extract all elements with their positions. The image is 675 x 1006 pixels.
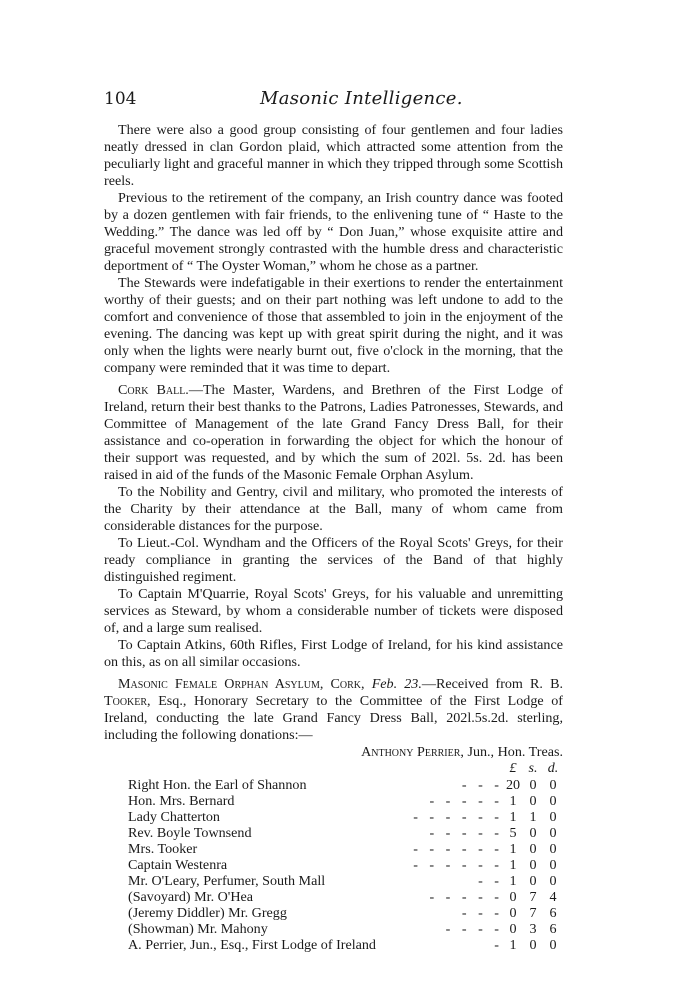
asylum-sender: R. B. Tooker, [104, 676, 563, 709]
leader-dashes: - - - - - [429, 889, 503, 905]
treasurer-signature [104, 744, 563, 761]
asylum-text-before: —Received from [421, 676, 523, 692]
pence-value: 0 [549, 857, 557, 873]
pence-value: 0 [549, 809, 557, 825]
shillings-value: 0 [529, 841, 537, 857]
pounds-header: £ [509, 761, 517, 776]
pounds-value: 0 [509, 889, 517, 905]
donation-amount [503, 889, 563, 905]
donation-row [128, 921, 563, 937]
shillings-value: 0 [529, 793, 537, 809]
shillings-value: 0 [529, 873, 537, 889]
donor-name: A. Perrier, Jun., Esq., First Lodge of Ireland [128, 937, 376, 953]
donation-row [128, 857, 563, 873]
donor-name: Mr. O'Leary, Perfumer, South Mall [128, 873, 326, 889]
donation-amount [503, 905, 563, 921]
shillings-value: 3 [529, 921, 537, 937]
donations-table [128, 777, 563, 953]
asylum-text-after: Esq., Honorary Secretary to the Committee of the First Lodge of Ireland, conducting the late Grand Fancy Dress Ball, 202l.5s.2d. sterling, including the following donations:— [104, 693, 563, 743]
pounds-value: 1 [509, 857, 517, 873]
donor-name: Lady Chatterton [128, 809, 220, 825]
donation-row [128, 793, 563, 809]
pounds-value: 1 [509, 937, 517, 953]
pence-value: 6 [549, 921, 557, 937]
paragraph: There were also a good group consisting of four gentlemen and four ladies neatly dressed in clan Gordon plaid, which attracted some attention from the peculiarly light and graceful manner in which they tripped through some Scottish reels. [104, 122, 563, 189]
shillings-value: 7 [529, 905, 537, 921]
donor-name: (Showman) Mr. Mahony [128, 921, 268, 937]
pence-value: 0 [549, 841, 557, 857]
pence-value: 0 [549, 873, 557, 889]
donation-rows [128, 777, 563, 953]
thanks-paragraph: To Lieut.-Col. Wyndham and the Officers of the Royal Scots' Greys, for their ready compliance in granting the services of the Band of that highly distinguished regiment. [104, 535, 563, 585]
running-title: Masonic Intelligence. [260, 88, 463, 109]
donation-amount [503, 793, 563, 809]
donation-row [128, 905, 563, 921]
donor-name: (Savoyard) Mr. O'Hea [128, 889, 254, 905]
donation-amount [503, 937, 563, 953]
leader-dashes: - - - - - - [413, 857, 503, 873]
page-number: 104 [104, 89, 137, 109]
shillings-value: 0 [529, 937, 537, 953]
pounds-value: 0 [509, 905, 517, 921]
paragraph: The Stewards were indefatigable in their exertions to render the entertainment worthy of their guests; and on their part nothing was left undone to add to the comfort and convenience of those that assembled to join in the enjoyment of the evening. The dancing was kept up with great spirit during the night, and it was only when the lights were nearly burnt out, five o'clock in the morning, that the company were reminded that it was time to depart. [104, 275, 563, 376]
donation-amount [503, 841, 563, 857]
pence-value: 0 [549, 937, 557, 953]
pence-value: 0 [549, 793, 557, 809]
donation-row [128, 825, 563, 841]
pounds-value: 1 [509, 841, 517, 857]
leader-dashes: - - - - - [429, 793, 503, 809]
body-text [104, 122, 563, 744]
pence-value: 4 [549, 889, 557, 905]
shillings-value: 0 [529, 857, 537, 873]
donation-amount [503, 857, 563, 873]
donation-row [128, 809, 563, 825]
shillings-header: s. [528, 761, 538, 776]
donor-name: Mrs. Tooker [128, 841, 198, 857]
donation-amount [503, 921, 563, 937]
leader-dashes: - - - - - [429, 825, 503, 841]
donor-name: Captain Westenra [128, 857, 228, 873]
treasurer-name: Anthony Perrier, [361, 744, 464, 760]
asylum-heading: Masonic Female Orphan Asylum, Cork, [118, 676, 365, 692]
donor-name: (Jeremy Diddler) Mr. Gregg [128, 905, 287, 921]
donation-amount [503, 777, 563, 793]
leader-dashes: - - - [461, 777, 503, 793]
thanks-paragraph: To the Nobility and Gentry, civil and military, who promoted the interests of the Charity by their attendance at the Ball, many of whom came from considerable distances for the purpose. [104, 484, 563, 534]
donation-row [128, 889, 563, 905]
donation-row [128, 777, 563, 793]
pence-value: 0 [549, 777, 557, 793]
pounds-value: 1 [509, 809, 517, 825]
donation-amount [503, 809, 563, 825]
leader-dashes: - - - - - - [413, 841, 503, 857]
pounds-value: 20 [505, 777, 521, 793]
cork-ball-paragraph [104, 382, 563, 484]
shillings-value: 0 [529, 825, 537, 841]
thanks-paragraph: To Captain M'Quarrie, Royal Scots' Greys, for his valuable and unremitting services as Steward, by whom a considerable number of tickets were disposed of, and a large sum realised. [104, 586, 563, 636]
shillings-value: 1 [529, 809, 537, 825]
paragraph: Previous to the retirement of the company, an Irish country dance was footed by a dozen gentlemen with fair friends, to the enlivening tune of “ Haste to the Wedding.” The dance was led off by “ Don Juan,” whose exquisite attire and graceful movement strongly contrasted with the humble dress and characteristic deportment of “ The Oyster Woman,” whom he chose as a partner. [104, 190, 563, 274]
donation-amount [503, 873, 563, 889]
donor-name: Right Hon. the Earl of Shannon [128, 777, 307, 793]
asylum-paragraph [104, 676, 563, 744]
treasurer-title: Jun., Hon. Treas. [467, 744, 563, 760]
donation-row [128, 937, 563, 953]
donation-amount [503, 825, 563, 841]
pounds-value: 1 [509, 793, 517, 809]
donor-name: Rev. Boyle Townsend [128, 825, 252, 841]
pence-header: d. [547, 761, 559, 776]
thanks-paragraph: To Captain Atkins, 60th Rifles, First Lodge of Ireland, for his kind assistance on this, as on all similar occasions. [104, 637, 563, 670]
donor-name: Hon. Mrs. Bernard [128, 793, 235, 809]
currency-header [104, 761, 563, 777]
pounds-value: 0 [509, 921, 517, 937]
pounds-value: 1 [509, 873, 517, 889]
asylum-date: Feb. 23. [371, 676, 422, 692]
pence-value: 6 [549, 905, 557, 921]
leader-dashes: - - - - [445, 921, 503, 937]
leader-dashes: - [494, 937, 503, 953]
pounds-value: 5 [509, 825, 517, 841]
donation-row [128, 873, 563, 889]
leader-dashes: - - [478, 873, 503, 889]
leader-dashes: - - - [461, 905, 503, 921]
pence-value: 0 [549, 825, 557, 841]
donation-row [128, 841, 563, 857]
shillings-value: 7 [529, 889, 537, 905]
cork-ball-heading: Cork Ball. [118, 382, 189, 398]
running-header [104, 88, 563, 122]
shillings-value: 0 [529, 777, 537, 793]
cork-ball-text: —The Master, Wardens, and Brethren of the First Lodge of Ireland, return their best thanks to the Patrons, Ladies Patronesses, Stewards, and Committee of Management of the late Grand Fancy Dress Ball, for their assistance and co-operation in forwarding the object for which the honour of their support was requested, and by which the sum of 202l. 5s. 2d. has been raised in aid of the funds of the Masonic Female Orphan Asylum. [104, 382, 563, 483]
leader-dashes: - - - - - - [413, 809, 503, 825]
